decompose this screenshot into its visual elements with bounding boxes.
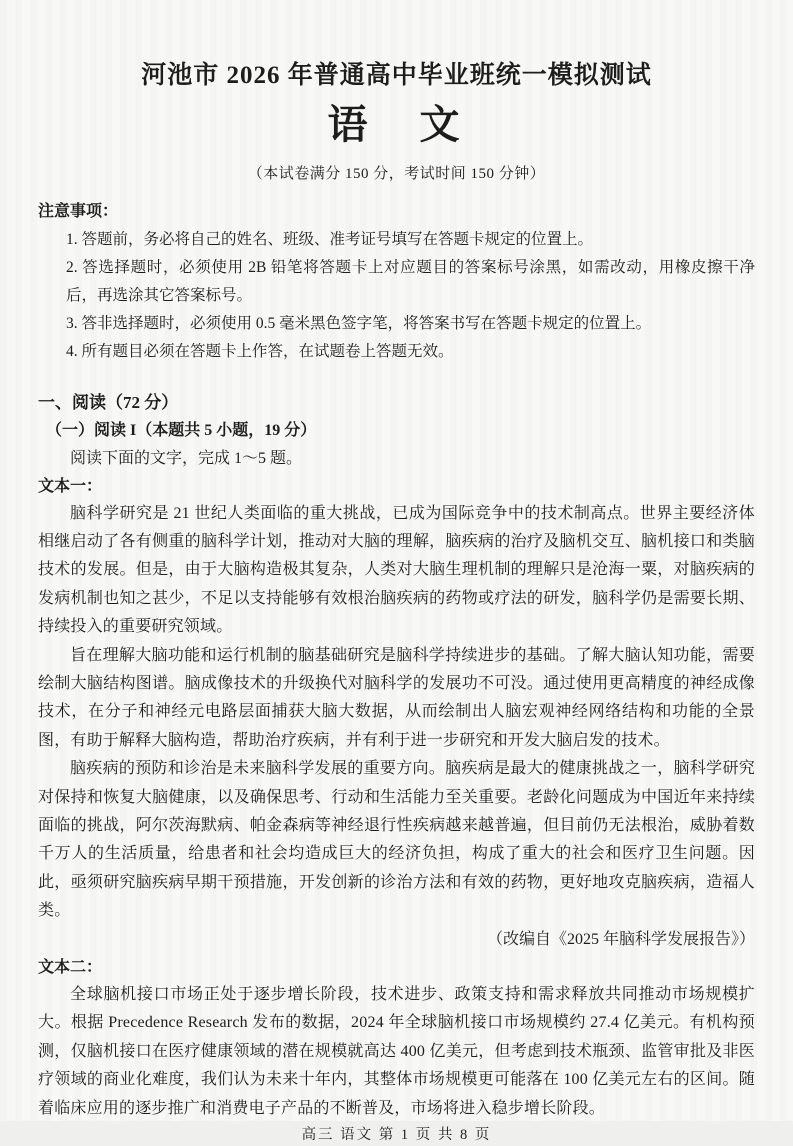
- text-one-paragraph-3: 脑疾病的预防和诊治是未来脑科学发展的重要方向。脑疾病是最大的健康挑战之一，脑科学研究对保持和恢复大脑健康，以及确保思考、行动和生活能力至关重要。老龄化问题成为中国近年来持续面临的挑战，阿尔茨海默病、帕金森病等神经退行性疾病越来越普遍，但目前仍无法根治，威胁着数千万人的生活质量，给患者和社会均造成巨大的经济负担，构成了重大的社会和医疗卫生问题。因此，亟须研究脑疾病早期干预措施，开发创新的诊治方法和有效的药物，更好地攻克脑疾病，造福人类。: [38, 760, 755, 920]
- text-two-paragraph-1: 全球脑机接口市场正处于逐步增长阶段，技术进步、政策支持和需求释放共同推动市场规模扩大。根据 Precedence Research 发布的数据，2024 年全球脑机接口市场规模约 27.4 亿美元。有机构预测，仅脑机接口在医疗健康领域的潜在规模就高达 400 亿美元，但考虑到技术瓶颈、监管审批及非医疗领域的商业化难度，我们认为未来十年内，其整体市场规模更可能落在 100 亿美元左右的区间。随着临床应用的逐步推广和消费电子产品的不断普及，市场将进入稳步增长阶段。: [38, 986, 755, 1117]
- notice-item-2: 2. 答选择题时，必须使用 2B 铅笔将答题卡上对应题目的答案标号涂黑，如需改动，用橡皮擦干净后，再选涂其它答案标号。: [66, 258, 755, 304]
- page-footer: 高三 语文 第 1 页 共 8 页: [301, 1127, 492, 1144]
- part-one-heading: 一、阅读（72 分）: [38, 392, 179, 412]
- reading-section: [38, 366, 755, 1124]
- text-one-source: （改编自《2025 年脑科学发展报告》）: [486, 930, 755, 948]
- text-one-label: 文本一：: [38, 477, 103, 495]
- exam-subject: 语 文: [327, 101, 466, 147]
- notice-section: [38, 198, 755, 366]
- text-one-paragraph-2: 旨在理解大脑功能和运行机制的脑基础研究是脑科学持续进步的基础。了解大脑认知功能，需要绘制大脑结构图谱。脑成像技术的升级换代对脑科学的发展功不可没。通过使用更高精度的神经成像技术，在分子和神经元电路层面捕获大脑大数据，从而绘制出人脑宏观神经网络结构和功能的全景图，有助于解释大脑构造，帮助治疗疾病，并有利于进一步研究和开发大脑启发的技术。: [38, 646, 755, 749]
- exam-title: 河池市 2026 年普通高中毕业班统一模拟测试: [141, 62, 652, 89]
- notice-item-1: 1. 答题前，务必将自己的姓名、班级、准考证号填写在答题卡规定的位置上。: [66, 230, 594, 248]
- notice-item-3: 3. 答非选择题时，必须使用 0.5 毫米黑色签字笔，将答案书写在答题卡规定的位置上。: [66, 314, 652, 332]
- text-two-label: 文本二：: [38, 959, 103, 976]
- subpart-one-heading: （一）阅读 I（本题共 5 小题，19 分）: [46, 421, 317, 439]
- text-one-paragraph-1: 脑科学研究是 21 世纪人类面临的重大挑战，已成为国际竞争中的技术制高点。世界主要经济体相继启动了各有侧重的脑科学计划，推动对大脑的理解，脑疾病的治疗及脑机交互、脑机接口和类脑技术的发展。但是，由于大脑构造极其复杂，人类对大脑生理机制的理解只是沧海一粟，对脑疾病的发病机制也知之甚少，不足以支持能够有效根治脑疾病的药物或疗法的研发，脑科学仍是需要长期、持续投入的重要研究领域。: [38, 504, 755, 636]
- exam-info: （本试卷满分 150 分，考试时间 150 分钟）: [247, 165, 546, 182]
- reading-instruction: 阅读下面的文字，完成 1～5 题。: [70, 449, 303, 467]
- notice-item-4: 4. 所有题目必须在答题卡上作答，在试题卷上答题无效。: [66, 342, 454, 360]
- notice-heading: 注意事项：: [38, 202, 119, 220]
